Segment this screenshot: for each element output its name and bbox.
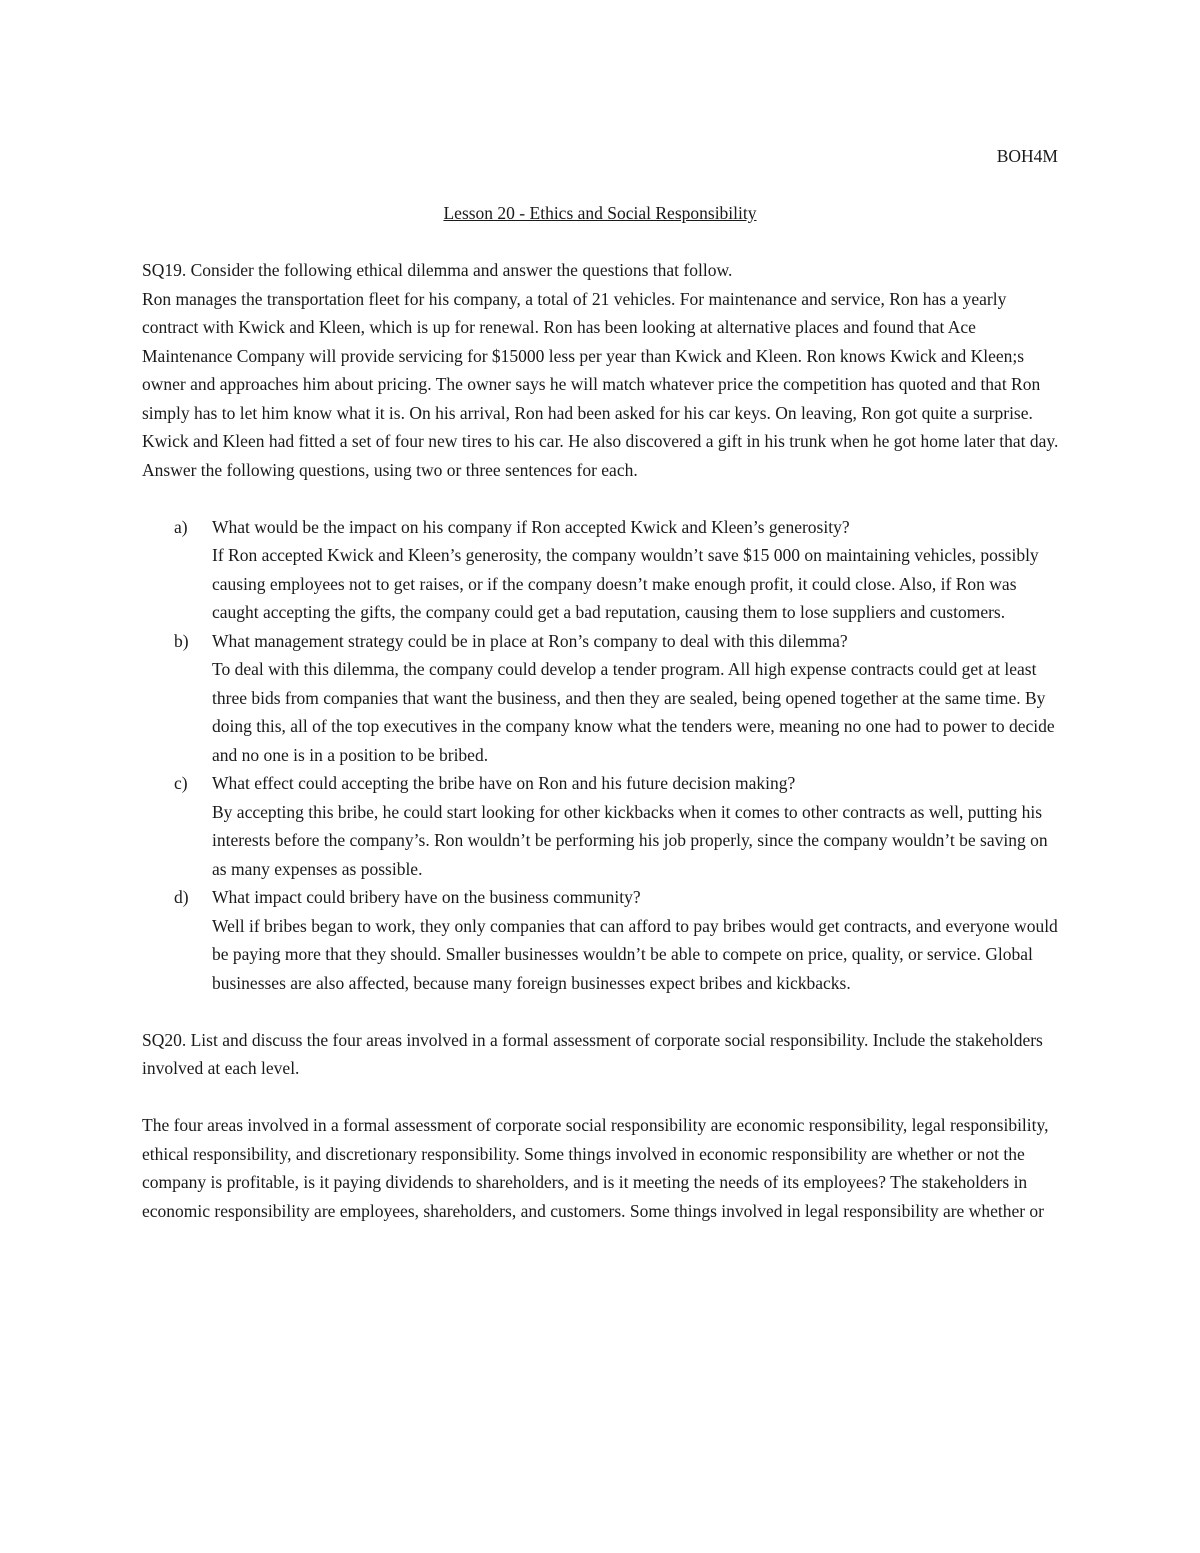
answer-text: If Ron accepted Kwick and Kleen’s generosity, the company wouldn’t save $15 000 on maintaining vehicles, possibly causing employees not to get raises, or if the company doesn’t make enough profit, it could close. Also, if Ron was caught accepting the gifts, the company could get a bad reputation, causing them to lose suppliers and customers. (212, 545, 1039, 622)
answer-text: Well if bribes began to work, they only companies that can afford to pay bribes would get contracts, and everyone would be paying more that they should. Smaller businesses wouldn’t be able to compete on price, quality, or service. Global businesses are also affected, because many foreign businesses expect bribes and kickbacks. (212, 915, 1058, 993)
spacer (142, 1083, 1062, 1112)
question-item-a (142, 513, 1062, 627)
course-code: BOH4M (996, 146, 1058, 166)
question-marker: d) (174, 887, 189, 907)
question-item-b (142, 627, 1062, 770)
answer-text: By accepting this bribe, he could start looking for other kickbacks when it comes to other contracts as well, putting his interests before the company’s. Ron wouldn’t be performing his job properly, since the company wouldn’t be saving on as many expenses as possible. (212, 801, 1048, 879)
sq19-scenario: Ron manages the transportation fleet for his company, a total of 21 vehicles. For maintenance and service, Ron has a yearly contract with Kwick and Kleen, which is up for renewal. Ron has been looking at alternative places and found that Ace Maintenance Company will provide servicing for $15000 less per year than Kwick and Kleen. Ron knows Kwick and Kleen;s owner and approaches him about pricing. The owner says he will match whatever price the competition has quoted and that Ron simply has to let him know what it is. On his arrival, Ron had been asked for his car keys. On leaving, Ron got quite a surprise. Kwick and Kleen had fitted a set of four new tires to his car. He also discovered a gift in his trunk when he got home later that day. (142, 288, 1059, 451)
question-text: What would be the impact on his company if Ron accepted Kwick and Kleen’s generosity? (212, 516, 850, 537)
question-item-d (142, 883, 1062, 997)
lesson-title: Lesson 20 - Ethics and Social Responsibility (443, 203, 757, 223)
answer-text: To deal with this dilemma, the company could develop a tender program. All high expense contracts could get at least three bids from companies that want the business, and then they are sealed, being opened together at the same time. By doing this, all of the top executives in the company know what the tenders were, meaning no one had to power to decide and no one is in a position to be bribed. (212, 659, 1055, 765)
question-list (142, 513, 1062, 998)
sq19-instruction: Answer the following questions, using two or three sentences for each. (142, 459, 638, 480)
question-item-c (142, 769, 1062, 883)
spacer (142, 484, 1062, 513)
spacer (142, 997, 1062, 1026)
sq20-answer: The four areas involved in a formal assessment of corporate social responsibility are economic responsibility, legal responsibility, ethical responsibility, and discretionary responsibility. Some things involved in economic responsibility are whether or not the company is profitable, is it paying dividends to shareholders, and is it meeting the needs of its employees? The stakeholders in economic responsibility are employees, shareholders, and customers. Some things involved in legal responsibility are whether or (142, 1115, 1049, 1221)
question-marker: a) (174, 516, 188, 537)
question-text: What effect could accepting the bribe have on Ron and his future decision making? (212, 773, 796, 793)
sq19-prompt: SQ19. Consider the following ethical dilemma and answer the questions that follow. (142, 260, 733, 280)
document-body (142, 256, 1062, 1225)
question-marker: b) (174, 630, 189, 651)
question-marker: c) (174, 773, 188, 793)
question-text: What impact could bribery have on the business community? (212, 887, 641, 907)
question-text: What management strategy could be in place at Ron’s company to deal with this dilemma? (212, 630, 848, 651)
sq20-prompt: SQ20. List and discuss the four areas involved in a formal assessment of corporate social responsibility. Include the stakeholders involved at each level. (142, 1029, 1043, 1078)
